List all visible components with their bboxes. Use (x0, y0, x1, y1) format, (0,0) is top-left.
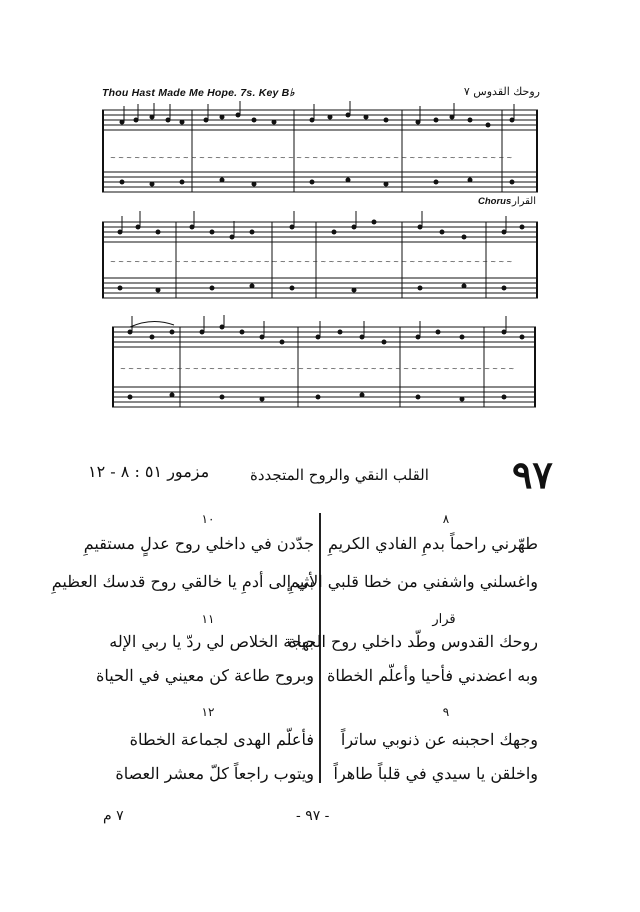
score-title-english: Thou Hast Made Me Hope. 7s. Key B♭ (102, 87, 295, 99)
verse-10-line-1: جدّدن في داخلي روح عدلٍ مستقيمِ (83, 534, 314, 553)
verse-number-10: ١٠ (201, 512, 215, 526)
page-corner-mark: ٧ م (103, 808, 124, 824)
chorus-line-1: روحك القدوس وطّد داخلي روح الحياة (288, 632, 538, 651)
page-number: - ٩٧ - (296, 808, 330, 824)
verse-10-line-2: بي إلى أدمِ يا خالقي روح قدسك العظيمِ (51, 572, 314, 591)
svg-text:~ ~ ~ ~ ~ ~ ~ ~ ~ ~ ~ ~ ~ ~ ~: ~ ~ ~ ~ ~ ~ ~ ~ ~ ~ ~ ~ ~ ~ ~ ~ ~ ~ ~ ~ ~ ~ ~ ~ ~ ~ ~ ~ ~ ~ ~ ~ ~ ~ ~ ~ ~ ~ ~ ~ ~ ~ ~ ~ ~ ~ ~ ~ ~ (120, 365, 515, 373)
psalm-reference: مزمور ٥١ : ٨ - ١٢ (88, 462, 210, 481)
hymn-number: ٩٧ (512, 452, 553, 497)
chorus-label-english: Chorus (478, 196, 512, 207)
music-system-3 (112, 315, 536, 413)
chorus-heading: قرار (432, 612, 456, 627)
verse-12-line-2: ويتوب راجعاً كلّ معشر العصاة (115, 764, 314, 783)
verse-number-11: ١١ (201, 612, 215, 626)
music-system-2 (102, 208, 538, 306)
svg-text:~ ~ ~ ~ ~ ~ ~ ~ ~ ~ ~ ~ ~ ~ ~: ~ ~ ~ ~ ~ ~ ~ ~ ~ ~ ~ ~ ~ ~ ~ ~ ~ ~ ~ ~ ~ ~ ~ ~ ~ ~ ~ ~ ~ ~ ~ ~ ~ ~ ~ ~ ~ ~ ~ ~ ~ ~ ~ ~ ~ ~ ~ ~ ~ ~ (110, 258, 513, 266)
verse-number-12: ١٢ (201, 705, 215, 719)
verse-number-8: ٨ (442, 512, 450, 526)
svg-text:~ ~ ~ ~ ~ ~ ~ ~ ~ ~ ~ ~ ~ ~ ~: ~ ~ ~ ~ ~ ~ ~ ~ ~ ~ ~ ~ ~ ~ ~ ~ ~ ~ ~ ~ ~ ~ ~ ~ ~ ~ ~ ~ ~ ~ ~ ~ ~ ~ ~ ~ ~ ~ ~ ~ ~ ~ ~ ~ ~ ~ ~ ~ ~ ~ (110, 154, 513, 162)
verse-8-line-1: طهّرني راحماً بدمِ الفادي الكريمِ (327, 534, 538, 553)
verse-number-9: ٩ (442, 705, 450, 719)
music-staff-1 (102, 100, 538, 198)
verse-8-line-2: واغسلني واشفني من خطا قلبي الأثيمِ (289, 572, 538, 591)
verse-12-line-1: فأعلّم الهدى لجماعة الخطاة (129, 730, 314, 749)
verse-9-line-1: وجهك احجبنه عن ذنوبي ساتراً (340, 730, 538, 749)
chorus-line-2: وبه اعضدني فأحيا وأعلّم الخطاة (327, 666, 538, 685)
music-staff-2 (102, 208, 538, 306)
verse-11-line-1: بهجة الخلاص لي ردّ يا ربي الإله (109, 632, 314, 651)
hymn-title: القلب النقي والروح المتجددة (250, 466, 429, 484)
verse-9-line-2: واخلقن يا سيدي في قلباً طاهراً (333, 764, 538, 783)
music-staff-3 (112, 315, 536, 413)
verse-11-line-2: وبروح طاعة كن معيني في الحياة (95, 666, 314, 685)
chorus-label-arabic: القرار (512, 196, 537, 207)
score-title-arabic: روحك القدوس ٧ (463, 85, 540, 98)
music-system-1 (102, 100, 538, 198)
